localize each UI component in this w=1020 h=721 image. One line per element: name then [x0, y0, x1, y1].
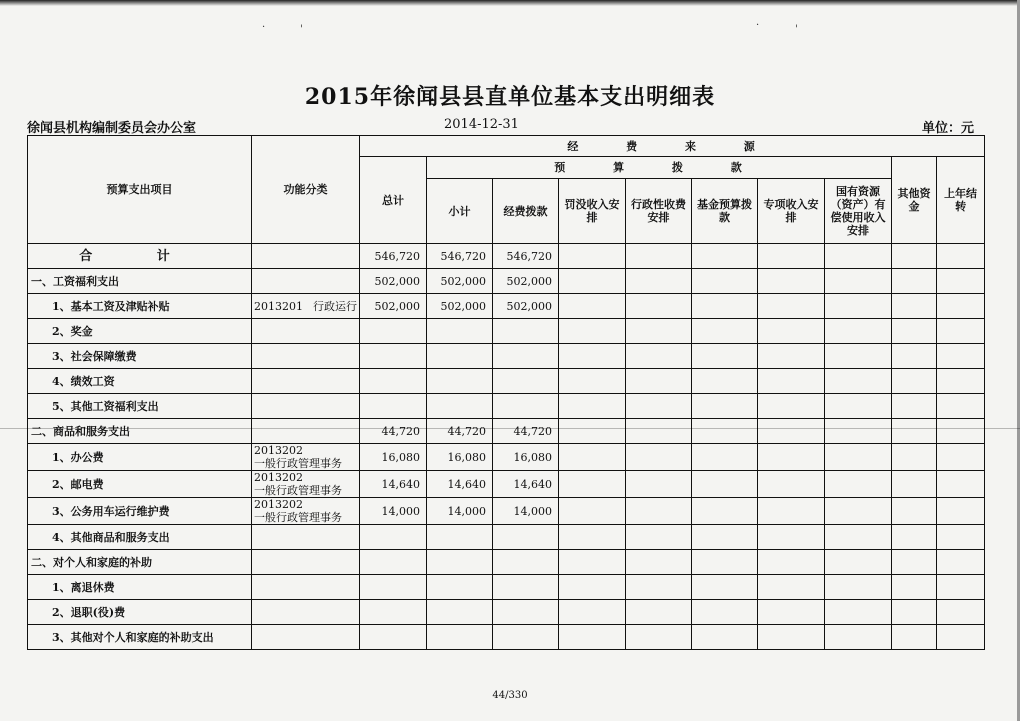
- row-func: [252, 575, 360, 600]
- row-label: 二、对个人和家庭的补助: [28, 550, 252, 575]
- cell-subtotal: [427, 575, 493, 600]
- row-func: [252, 600, 360, 625]
- scan-fold-line: [0, 428, 1020, 429]
- cell-empty: [892, 444, 937, 471]
- cell-empty: [825, 471, 892, 498]
- cell-empty: [892, 369, 937, 394]
- cell-empty: [559, 550, 626, 575]
- func-code: 2013202: [254, 471, 303, 484]
- row-label: 1、办公费: [28, 444, 252, 471]
- cell-empty: [892, 294, 937, 319]
- cell-empty: [626, 498, 692, 525]
- cell-empty: [825, 498, 892, 525]
- cell-empty: [892, 344, 937, 369]
- cell-empty: [892, 319, 937, 344]
- cell-funding: [493, 344, 559, 369]
- cell-total: 14,000: [360, 498, 427, 525]
- table-row: [28, 319, 985, 344]
- table-row: [28, 269, 985, 294]
- func-name: 一般行政管理事务: [254, 457, 342, 470]
- header-source: 经 费 来 源: [360, 136, 985, 157]
- cell-empty: [825, 344, 892, 369]
- cell-total: [360, 369, 427, 394]
- cell-empty: [559, 319, 626, 344]
- cell-empty: [692, 444, 758, 471]
- expense-table: [27, 135, 985, 650]
- cell-subtotal: 502,000: [427, 294, 493, 319]
- cell-subtotal: 14,640: [427, 471, 493, 498]
- cell-empty: [758, 525, 825, 550]
- cell-empty: [825, 419, 892, 444]
- row-label: 5、其他工资福利支出: [28, 394, 252, 419]
- cell-empty: [559, 444, 626, 471]
- cell-empty: [892, 419, 937, 444]
- cell-empty: [937, 419, 985, 444]
- row-func: [252, 550, 360, 575]
- cell-funding: [493, 625, 559, 650]
- header-last-year: 上年结转: [937, 157, 985, 244]
- table-row: [28, 575, 985, 600]
- row-label: 4、绩效工资: [28, 369, 252, 394]
- row-label: 2、邮电费: [28, 471, 252, 498]
- cell-subtotal: [427, 625, 493, 650]
- row-func: [252, 344, 360, 369]
- cell-funding: [493, 550, 559, 575]
- cell-empty: [892, 269, 937, 294]
- table-row: [28, 369, 985, 394]
- cell-empty: [692, 244, 758, 269]
- cell-empty: [626, 269, 692, 294]
- cell-empty: [937, 344, 985, 369]
- cell-subtotal: [427, 319, 493, 344]
- cell-empty: [626, 244, 692, 269]
- cell-empty: [692, 625, 758, 650]
- func-name: 一般行政管理事务: [254, 511, 342, 524]
- cell-empty: [559, 419, 626, 444]
- cell-empty: [559, 394, 626, 419]
- cell-total: [360, 319, 427, 344]
- cell-empty: [892, 625, 937, 650]
- row-label: 1、离退休费: [28, 575, 252, 600]
- header-funding: 经费拨款: [493, 179, 559, 244]
- cell-total: [360, 575, 427, 600]
- cell-empty: [692, 419, 758, 444]
- cell-funding: 14,000: [493, 498, 559, 525]
- total-row: [28, 244, 985, 269]
- header-special: 专项收入安排: [758, 179, 825, 244]
- cell-total: 14,640: [360, 471, 427, 498]
- cell-total: 16,080: [360, 444, 427, 471]
- cell-empty: [626, 600, 692, 625]
- header-fund-budget: 基金预算拨款: [692, 179, 758, 244]
- cell-empty: [758, 394, 825, 419]
- cell-empty: [825, 525, 892, 550]
- cell-funding: [493, 525, 559, 550]
- table-row: [28, 625, 985, 650]
- cell-empty: [937, 319, 985, 344]
- cell-empty: [758, 244, 825, 269]
- cell-empty: [758, 444, 825, 471]
- cell-total: [360, 550, 427, 575]
- cell-total: 502,000: [360, 294, 427, 319]
- header-item: 预算支出项目: [28, 136, 252, 244]
- cell-empty: [559, 471, 626, 498]
- row-label: 3、其他对个人和家庭的补助支出: [28, 625, 252, 650]
- cell-subtotal: [427, 525, 493, 550]
- cell-subtotal: 16,080: [427, 444, 493, 471]
- cell-empty: [626, 294, 692, 319]
- scan-speck: ': [300, 24, 303, 35]
- cell-empty: [825, 294, 892, 319]
- row-label: 一、工资福利支出: [28, 269, 252, 294]
- cell-empty: [825, 550, 892, 575]
- cell-funding: [493, 600, 559, 625]
- cell-empty: [758, 319, 825, 344]
- cell-empty: [758, 344, 825, 369]
- cell-empty: [626, 550, 692, 575]
- cell-empty: [692, 269, 758, 294]
- cell-empty: [937, 498, 985, 525]
- row-func: [252, 294, 360, 319]
- page-title: 2015年徐闻县县直单位基本支出明细表: [304, 84, 716, 110]
- row-label: 3、社会保障缴费: [28, 344, 252, 369]
- row-func: [252, 269, 360, 294]
- header-state-assets: 国有资源（资产）有偿使用收入安排: [825, 179, 892, 244]
- cell-empty: [825, 444, 892, 471]
- cell-empty: [758, 600, 825, 625]
- cell-empty: [559, 525, 626, 550]
- cell-empty: [626, 471, 692, 498]
- cell-funding: 44,720: [493, 419, 559, 444]
- cell-empty: [559, 575, 626, 600]
- func-name: 一般行政管理事务: [254, 484, 342, 497]
- row-func: [252, 319, 360, 344]
- cell-empty: [892, 600, 937, 625]
- cell-subtotal: 546,720: [427, 244, 493, 269]
- cell-empty: [692, 550, 758, 575]
- report-date: 2014-12-31: [444, 117, 519, 132]
- row-func: [252, 419, 360, 444]
- cell-empty: [692, 600, 758, 625]
- cell-empty: [758, 498, 825, 525]
- row-func: [252, 525, 360, 550]
- cell-empty: [626, 369, 692, 394]
- header-other: 其他资金: [892, 157, 937, 244]
- cell-subtotal: [427, 369, 493, 394]
- cell-empty: [937, 394, 985, 419]
- cell-subtotal: [427, 344, 493, 369]
- row-label: 2、退职(役)费: [28, 600, 252, 625]
- cell-empty: [892, 244, 937, 269]
- cell-empty: [892, 550, 937, 575]
- cell-subtotal: [427, 600, 493, 625]
- row-label: 4、其他商品和服务支出: [28, 525, 252, 550]
- cell-total: [360, 525, 427, 550]
- cell-empty: [825, 319, 892, 344]
- cell-subtotal: 44,720: [427, 419, 493, 444]
- cell-empty: [692, 294, 758, 319]
- organization-name: 徐闻县机构编制委员会办公室: [27, 121, 197, 136]
- cell-empty: [559, 244, 626, 269]
- cell-empty: [892, 575, 937, 600]
- scan-speck: ': [795, 24, 798, 35]
- cell-empty: [626, 525, 692, 550]
- cell-empty: [892, 498, 937, 525]
- cell-empty: [825, 394, 892, 419]
- row-func: [252, 394, 360, 419]
- row-label: 合 计: [28, 244, 252, 269]
- cell-empty: [937, 625, 985, 650]
- cell-empty: [692, 498, 758, 525]
- header-subtotal: 小计: [427, 179, 493, 244]
- cell-empty: [559, 369, 626, 394]
- cell-funding: 546,720: [493, 244, 559, 269]
- cell-empty: [692, 369, 758, 394]
- cell-empty: [892, 394, 937, 419]
- cell-empty: [758, 550, 825, 575]
- cell-empty: [626, 575, 692, 600]
- cell-empty: [692, 394, 758, 419]
- cell-total: [360, 625, 427, 650]
- header-total: 总计: [360, 157, 427, 244]
- header-budget: 预 算 拨 款: [427, 157, 892, 179]
- row-label: 1、基本工资及津贴补贴: [28, 294, 252, 319]
- cell-empty: [758, 269, 825, 294]
- cell-empty: [937, 550, 985, 575]
- row-label: 3、公务用车运行维护费: [28, 498, 252, 525]
- cell-empty: [692, 319, 758, 344]
- cell-empty: [559, 269, 626, 294]
- cell-empty: [559, 600, 626, 625]
- table-row: [28, 471, 985, 498]
- cell-subtotal: 14,000: [427, 498, 493, 525]
- header-row-1: [28, 136, 985, 157]
- cell-empty: [937, 369, 985, 394]
- table-row: [28, 294, 985, 319]
- table-row: [28, 498, 985, 525]
- cell-empty: [937, 269, 985, 294]
- cell-empty: [692, 525, 758, 550]
- header-func: 功能分类: [252, 136, 360, 244]
- cell-empty: [937, 575, 985, 600]
- cell-empty: [937, 471, 985, 498]
- cell-empty: [937, 244, 985, 269]
- scan-speck: ·: [756, 20, 760, 31]
- table-row: [28, 525, 985, 550]
- cell-funding: [493, 575, 559, 600]
- table-row: [28, 550, 985, 575]
- func-code: 2013202: [254, 444, 303, 457]
- cell-empty: [892, 525, 937, 550]
- cell-empty: [626, 344, 692, 369]
- cell-funding: 14,640: [493, 471, 559, 498]
- cell-funding: 502,000: [493, 294, 559, 319]
- cell-total: [360, 344, 427, 369]
- cell-total: [360, 600, 427, 625]
- cell-empty: [559, 498, 626, 525]
- row-func: [252, 471, 360, 498]
- cell-empty: [825, 625, 892, 650]
- table-row: [28, 600, 985, 625]
- scan-speck: ·: [262, 22, 266, 33]
- table-row: [28, 444, 985, 471]
- cell-empty: [692, 471, 758, 498]
- func-code: 2013201: [254, 299, 303, 313]
- cell-total: 502,000: [360, 269, 427, 294]
- page-number: 44/330: [492, 690, 528, 701]
- cell-empty: [825, 575, 892, 600]
- cell-empty: [758, 575, 825, 600]
- cell-funding: [493, 394, 559, 419]
- cell-empty: [758, 625, 825, 650]
- cell-funding: 502,000: [493, 269, 559, 294]
- cell-empty: [626, 419, 692, 444]
- cell-funding: [493, 369, 559, 394]
- cell-empty: [758, 369, 825, 394]
- cell-empty: [559, 625, 626, 650]
- cell-empty: [692, 344, 758, 369]
- row-func: [252, 244, 360, 269]
- cell-empty: [937, 444, 985, 471]
- cell-empty: [626, 319, 692, 344]
- cell-subtotal: [427, 550, 493, 575]
- cell-empty: [825, 600, 892, 625]
- cell-empty: [692, 575, 758, 600]
- row-func: [252, 498, 360, 525]
- cell-empty: [892, 471, 937, 498]
- table-row: [28, 344, 985, 369]
- cell-empty: [626, 625, 692, 650]
- cell-total: 546,720: [360, 244, 427, 269]
- cell-empty: [626, 394, 692, 419]
- row-func: [252, 369, 360, 394]
- scan-edge-top: [0, 0, 1020, 6]
- cell-empty: [937, 600, 985, 625]
- cell-funding: [493, 319, 559, 344]
- row-func: [252, 444, 360, 471]
- header-fines: 罚没收入安排: [559, 179, 626, 244]
- cell-subtotal: [427, 394, 493, 419]
- cell-subtotal: 502,000: [427, 269, 493, 294]
- cell-funding: 16,080: [493, 444, 559, 471]
- cell-empty: [559, 294, 626, 319]
- row-func: [252, 625, 360, 650]
- cell-empty: [937, 294, 985, 319]
- cell-total: [360, 394, 427, 419]
- cell-empty: [626, 444, 692, 471]
- cell-empty: [559, 344, 626, 369]
- cell-empty: [825, 369, 892, 394]
- func-code: 2013202: [254, 498, 303, 511]
- row-label: 2、奖金: [28, 319, 252, 344]
- cell-empty: [825, 269, 892, 294]
- table-row: [28, 394, 985, 419]
- cell-empty: [758, 419, 825, 444]
- cell-empty: [758, 294, 825, 319]
- currency-unit: 单位：元: [922, 121, 975, 136]
- table-row: [28, 419, 985, 444]
- header-admin-fee: 行政性收费安排: [626, 179, 692, 244]
- cell-empty: [758, 471, 825, 498]
- func-name: 行政运行: [313, 299, 357, 313]
- cell-empty: [937, 525, 985, 550]
- row-label: 二、商品和服务支出: [28, 419, 252, 444]
- cell-empty: [825, 244, 892, 269]
- cell-total: 44,720: [360, 419, 427, 444]
